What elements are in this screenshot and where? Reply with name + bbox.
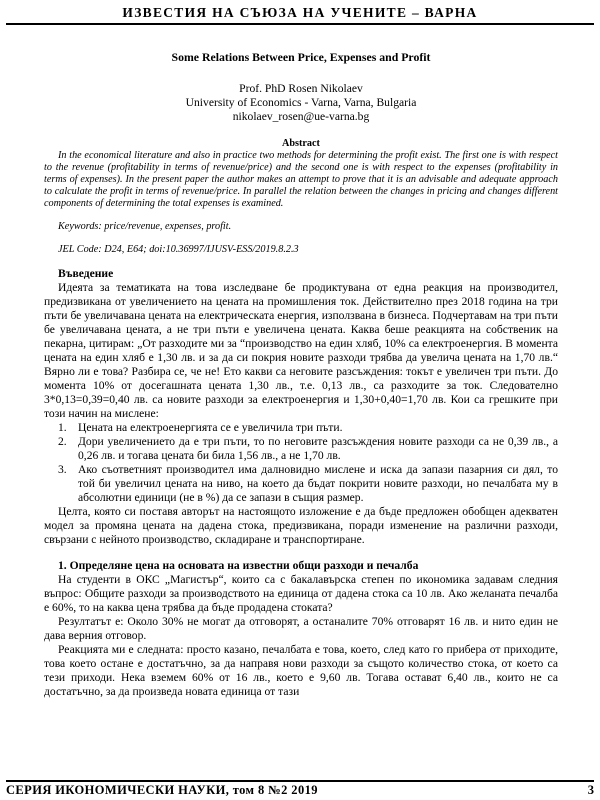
page-footer [6,780,594,800]
section-1-paragraph-3: Реакцията ми е следната: просто казано, печалбата е това, което, след като го прибера от приходите, това което остане е достатъчно, за да направя нови разходи за същото количество стока, от което са тези приходи. Нека вземем 60% от 16 лв., което е 9,60 лв. Тогава остават 6,40 лв., които не са достатъчно, за да произведа новата единица от тази [44,643,558,698]
page-number: 3 [587,783,594,797]
intro-paragraph-1: Идеята за тематиката на това изследване бе продиктувана от една реакция на производител, предизвикана от увеличението на цената на промишления ток. Действително през 2018 година на три пъти бе увеличавана цената на електрическата енергия, използвана в бизнеса. Подчертавам на три пъти бе увеличавана цената, а не три пъти е увеличена цената. Каква беше реакцията на собственик на пекарна, цитирам: „От разходите ми за “производство на един хляб, 10% са електроенергия. В момента цената на един хляб е 1,30 лв. и за да си покрия новите разходи трябва да увелича цената на 1,70 лв.“ Вярно ли е това? Разбира се, че не! Ето какви са неговите разсъждения: токът е увеличен три пъти. До момента 10% от досегашната цената 1,30 лв., т.е. 0,13 лв., са разходите за ток. Следователно 3*0,13=0,39=0,40 лв. са новите разходи за електроенергия и 1,30+0,40=1,70 лв. Кои са грешките при този начин на мислене: [44,281,558,420]
list-item-number: 3. [58,463,67,476]
section-1-paragraph-2: Резултатът е: Около 30% не могат да отговорят, а останалите 70% отговарят 16 лв. и нито един не дава верния отговор. [44,615,558,642]
paper-title: Some Relations Between Price, Expenses and Profit [171,50,431,64]
series-label: СЕРИЯ ИКОНОМИЧЕСКИ НАУКИ, том 8 №2 2019 [6,783,318,797]
list-item-number: 2. [58,435,67,448]
author-name: Prof. PhD Rosen Nikolaev [239,82,363,95]
keywords: Keywords: price/revenue, expenses, profit. [58,221,232,232]
author-block [44,82,558,124]
journal-title: ИЗВЕСТИЯ НА СЪЮЗА НА УЧЕНИТЕ – ВАРНА [122,5,478,20]
abstract-text: In the economical literature and also in practice two methods for determining the profit exist. The first one is with respect to the revenue (profitability in terms of revenue/price) and the second one is with respect to the expenses (profitability in terms of expenses). In the present paper the author makes an attempt to prove that it is an advisable and adequate approach to calculate the profit in terms of revenue/price. In parallel the relation between the changes in pricing and changes different components of determining the total expenses is examined. [44,150,558,209]
section-1-paragraph-1: На студенти в ОКС „Магистър“, които са с бакалавърска степен по икономика задавам следния въпрос: Общите разходи за производството на единица от дадена стока са 10 лв. Ако желаната печалба е 60%, то на каква цена трябва да бъде продадена стоката? [44,573,558,614]
intro-paragraph-2: Целта, която си поставя авторът на настоящото изложение е да бъде предложен обобщен адекватен модел за промяна цената на дадена стока, предизвикана, поради изменение на различни разходи, свързани с нейното производство, складиране и транспортиране. [44,505,558,546]
author-email[interactable]: nikolaev_rosen@ue-varna.bg [232,110,370,123]
list-item-text: Цената на електроенергията се е увеличила три пъти. [78,421,343,434]
abstract-heading: Abstract [282,138,320,149]
list-item [44,421,558,435]
list-item-text: Ако съответният производител има далновидно мислене и иска да запази пазарния си дял, то той би увеличил цената на ниво, на което да бъдат покрити новите разходи, но печалбата му в абсолютни единици (не в %) да се запази в същия размер. [78,463,558,504]
list-item [44,435,558,463]
footer-rule [6,780,594,782]
intro-heading: Въведение [58,267,114,280]
header-rule [6,23,594,25]
author-affiliation: University of Economics - Varna, Varna, Bulgaria [185,96,417,109]
list-item-number: 1. [58,421,67,434]
article-body [44,31,558,699]
section-1-heading: 1. Определяне цена на основата на известни общи разходи и печалба [58,559,419,572]
page-header [6,3,594,25]
list-item [44,463,558,505]
jel-code: JEL Code: D24, E64; doi:10.36997/IJUSV-ESS/2019.8.2.3 [58,244,299,255]
list-item-text: Дори увеличението да е три пъти, то по неговите разсъждения новите разходи са не 0,39 лв., а 0,26 лв. и тогава цената би била 1,56 лв., а не 1,70 лв. [78,435,558,462]
errors-list [44,421,558,505]
